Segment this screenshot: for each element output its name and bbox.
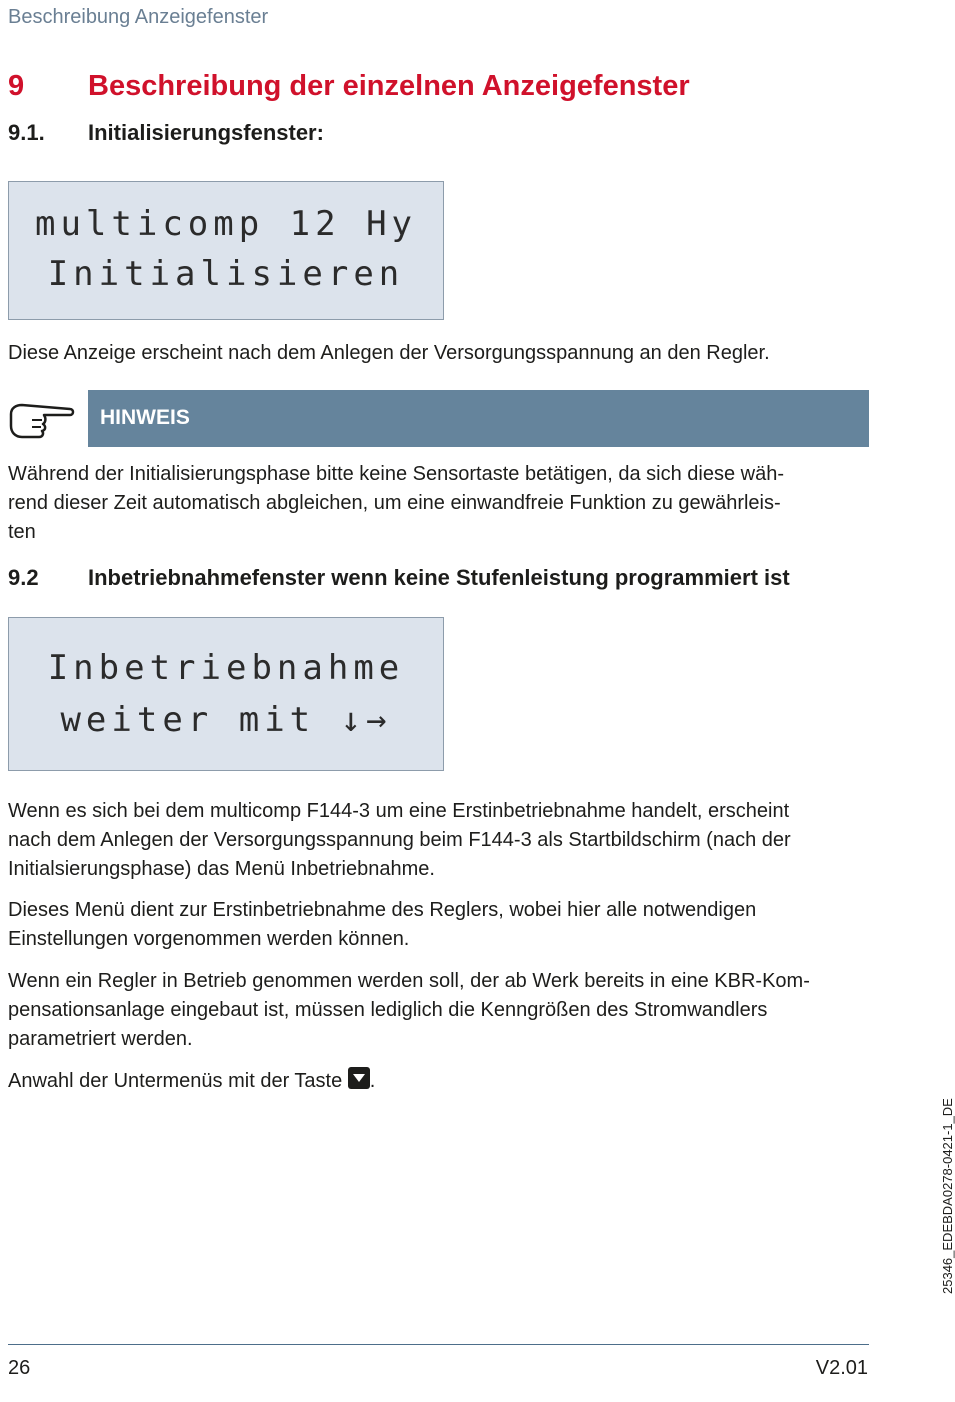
paragraph-line: Dieses Menü dient zur Erstinbetriebnahme des Reglers, wobei hier alle notwendigen bbox=[8, 899, 757, 921]
paragraph-line: nach dem Anlegen der Versorgungsspannung beim F144-3 als Startbildschirm (nach der bbox=[8, 829, 791, 851]
notice-line: rend dieser Zeit automatisch abgleichen, um eine einwandfreie Funktion zu gewährleis- bbox=[8, 492, 781, 514]
lcd-line-2: weiter mit ↓→ bbox=[60, 700, 392, 740]
chapter-number: 9 bbox=[8, 70, 25, 102]
paragraph-line: pensationsanlage eingebaut ist, müssen lediglich die Kenngrößen des Stromwandlers bbox=[8, 999, 768, 1021]
paragraph-line: Wenn ein Regler in Betrieb genommen werden soll, der ab Werk bereits in eine KBR-Kom- bbox=[8, 970, 810, 992]
paragraph-first-commissioning bbox=[8, 797, 868, 884]
paragraph-factory-installed bbox=[8, 967, 868, 1054]
chapter-title: Beschreibung der einzelnen Anzeigefenster bbox=[88, 70, 690, 102]
section-number: 9.2 bbox=[8, 565, 39, 590]
page-number: 26 bbox=[8, 1357, 31, 1379]
notice-line: ten bbox=[8, 521, 36, 543]
paragraph-initialization: Diese Anzeige erscheint nach dem Anlegen der Versorgungsspannung an den Regler. bbox=[8, 342, 770, 364]
notice-label: HINWEIS bbox=[100, 406, 190, 429]
section-title: Inbetriebnahmefenster wenn keine Stufenleistung programmiert ist bbox=[88, 565, 790, 590]
notice-line: Während der Initialisierungsphase bitte keine Sensortaste betätigen, da sich diese wäh- bbox=[8, 463, 785, 485]
lcd-display-commissioning bbox=[8, 617, 444, 771]
pointing-hand-icon bbox=[8, 400, 74, 440]
paragraph-menu-purpose bbox=[8, 896, 868, 954]
document-code: 25346_EDEBDA0278-0421-1_DE bbox=[940, 1098, 955, 1294]
notice-banner bbox=[88, 390, 869, 447]
notice-text bbox=[8, 460, 868, 547]
paragraph-line: Wenn es sich bei dem multicomp F144-3 um eine Erstinbetriebnahme handelt, erscheint bbox=[8, 800, 790, 822]
submenu-hint-text: Anwahl der Untermenüs mit der Taste bbox=[8, 1070, 343, 1092]
running-header: Beschreibung Anzeigefenster bbox=[8, 6, 269, 28]
footer-rule bbox=[8, 1344, 869, 1345]
down-key-icon bbox=[348, 1067, 370, 1089]
lcd-line-1: Inbetriebnahme bbox=[47, 648, 405, 688]
lcd-line-2: Initialisieren bbox=[47, 254, 405, 294]
submenu-hint-end: . bbox=[369, 1070, 376, 1092]
paragraph-line: Initialsierungsphase) das Menü Inbetriebnahme. bbox=[8, 858, 435, 880]
lcd-line-1: multicomp 12 Hy bbox=[34, 204, 418, 244]
paragraph-line: Einstellungen vorgenommen werden können. bbox=[8, 928, 410, 950]
version-label: V2.01 bbox=[815, 1357, 868, 1379]
section-number: 9.1. bbox=[8, 120, 45, 145]
lcd-display-initialization bbox=[8, 181, 444, 320]
paragraph-submenu-hint bbox=[8, 1067, 868, 1096]
section-title: Initialisierungsfenster: bbox=[88, 120, 324, 145]
paragraph-line: parametriert werden. bbox=[8, 1028, 193, 1050]
